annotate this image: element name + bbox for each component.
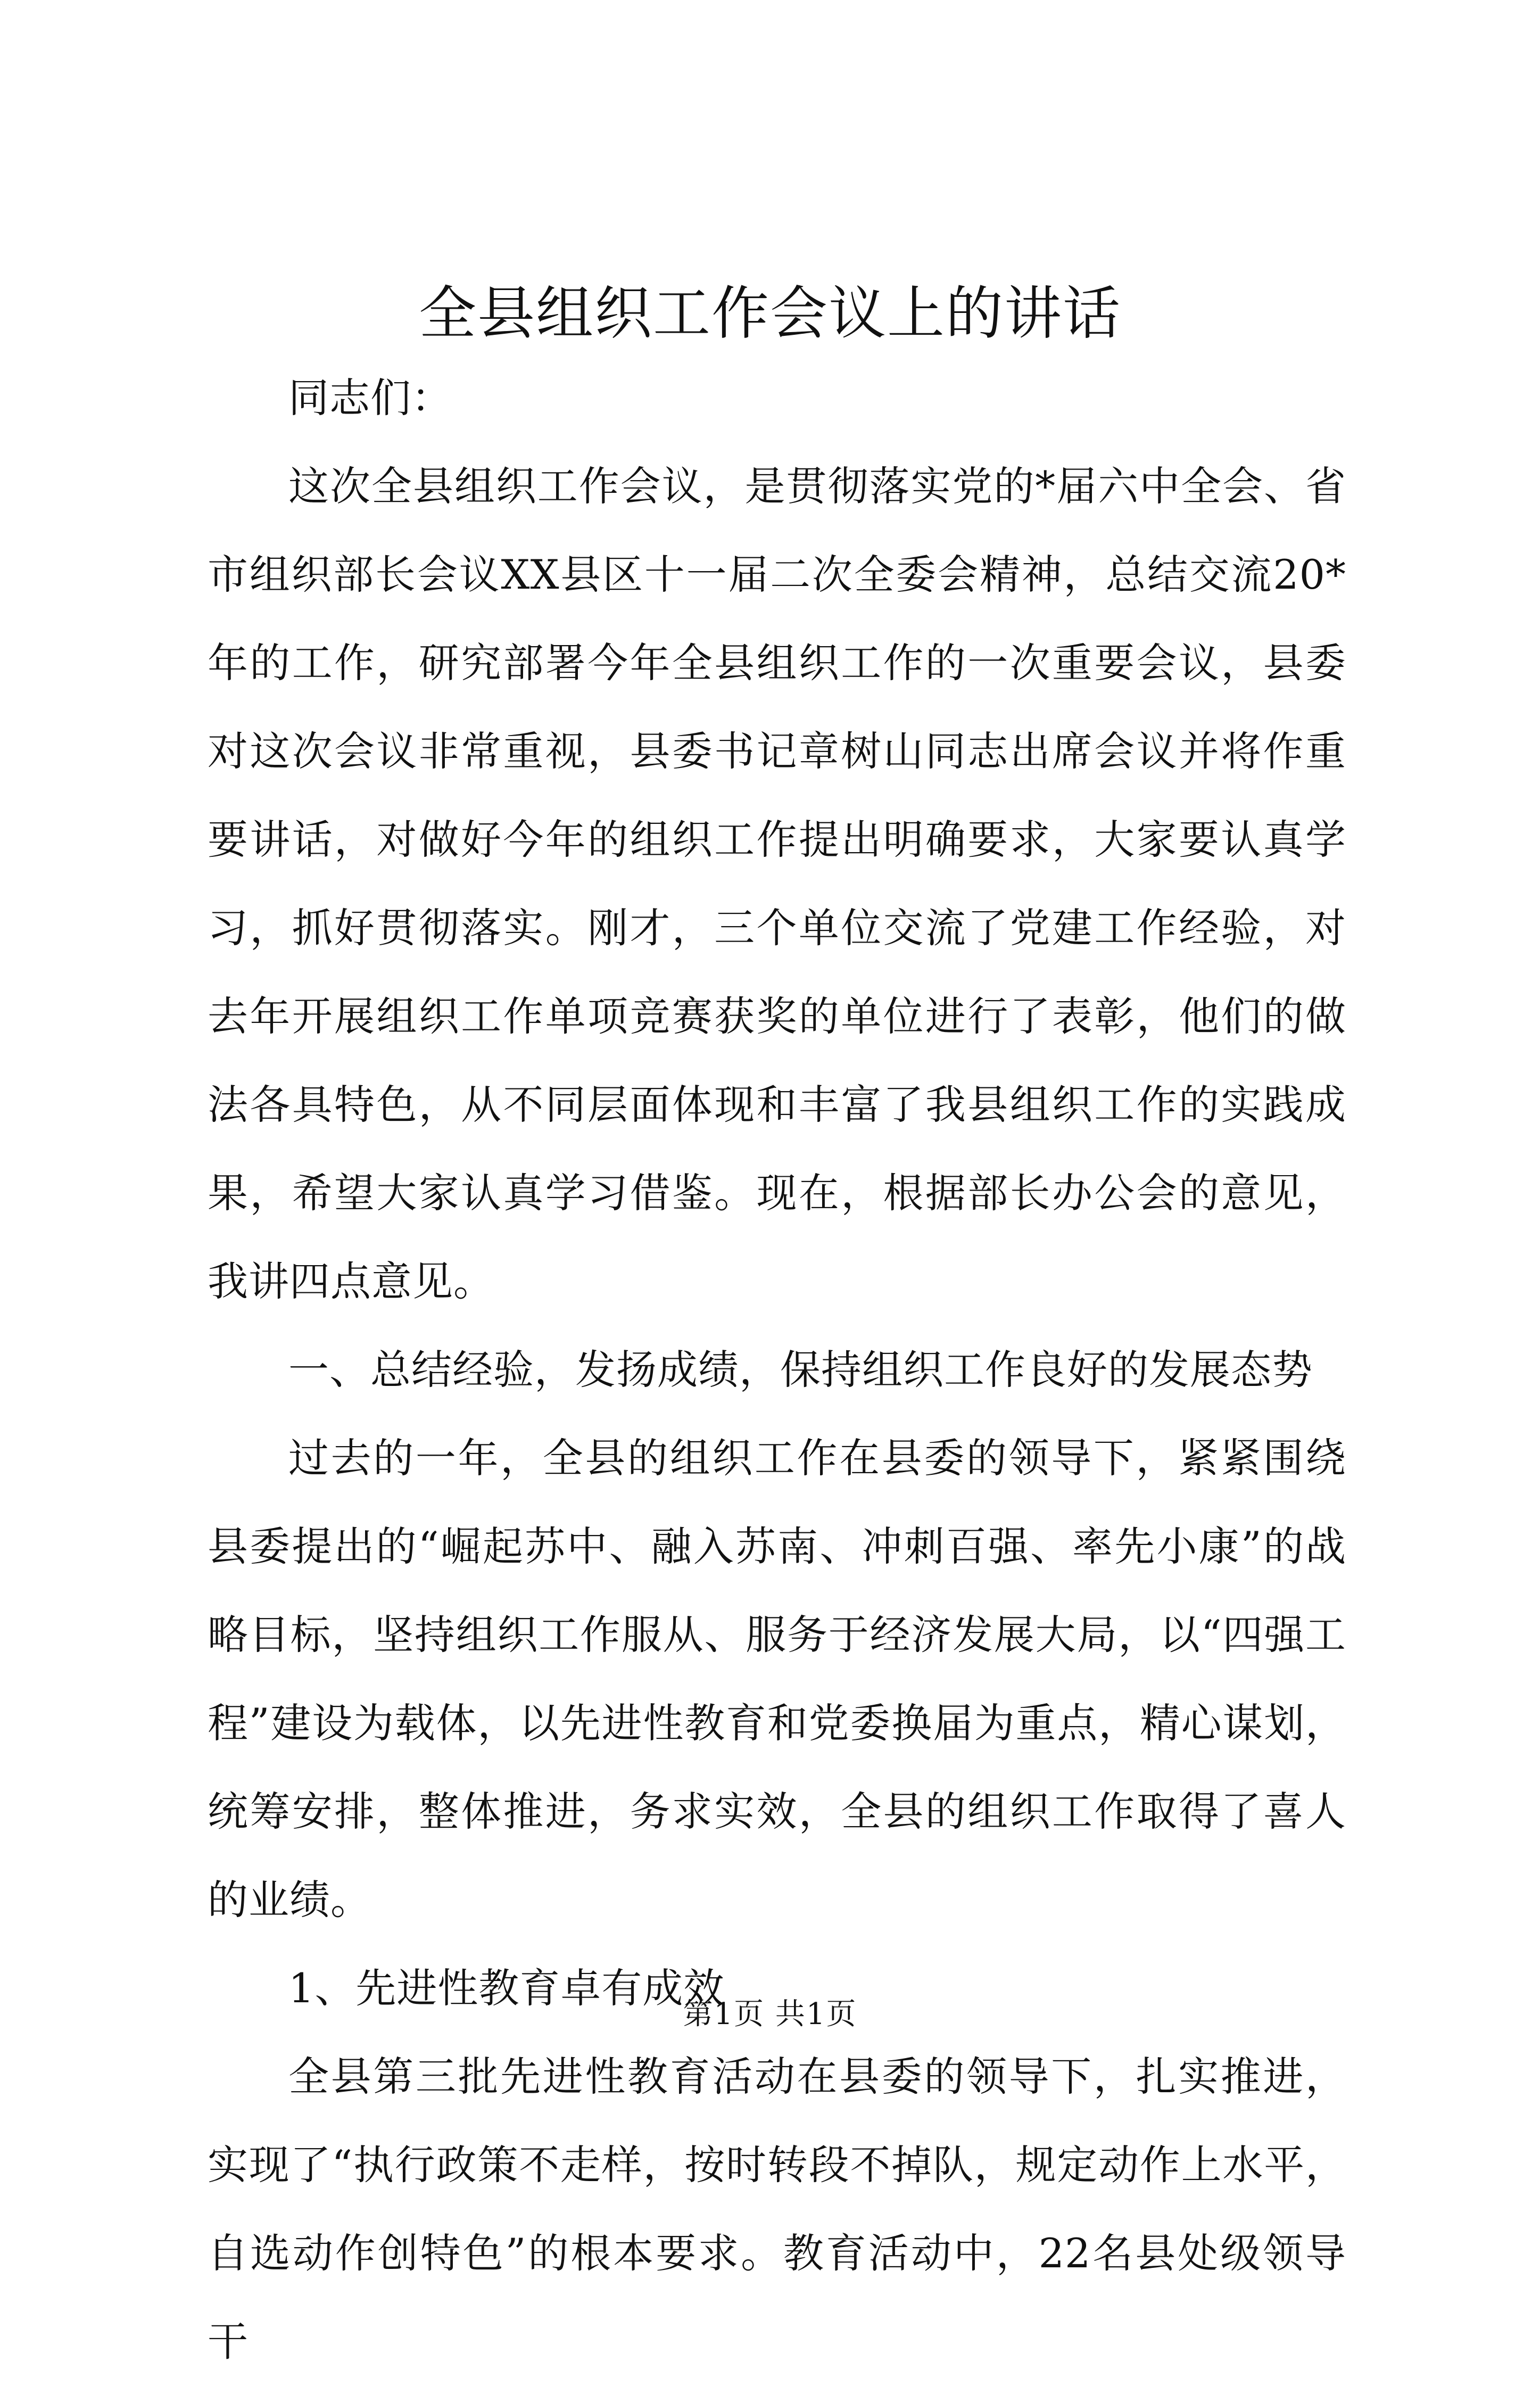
body-paragraph: 过去的一年，全县的组织工作在县委的领导下，紧紧围绕县委提出的“崛起苏中、融入苏南、冲刺百强、率先小康”的战略目标，坚持组织工作服从、服务于经济发展大局，以“四强工程”建设为载体，以先进性教育和党委换届为重点，精心谋划，统筹安排，整体推进，务求实效，全县的组织工作取得了喜人的业绩。 [208,1434,1346,1923]
body-paragraph: 全县第三批先进性教育活动在县委的领导下，扎实推进，实现了“执行政策不走样，按时转段不掉队，规定动作上水平，自选动作创特色”的根本要求。教育活动中，22名县处级领导干 [208,2053,1346,2365]
salutation-paragraph: 同志们： [288,374,452,422]
body-paragraph: 这次全县组织工作会议，是贯彻落实党的*届六中全会、省市组织部长会议XX县区十一届二次全委会精神，总结交流20*年的工作，研究部署今年全县组织工作的一次重要会议，县委对这次会议非常重视，县委书记章树山同志出席会议并将作重要讲话，对做好今年的组织工作提出明确要求，大家要认真学习，抓好贯彻落实。刚才，三个单位交流了党建工作经验，对去年开展组织工作单项竞赛获奖的单位进行了表彰，他们的做法各具特色，从不同层面体现和丰富了我县组织工作的实践成果，希望大家认真学习借鉴。现在，根据部长办公会的意见，我讲四点意见。 [208,463,1346,1305]
section-heading: 一、总结经验，发扬成绩，保持组织工作良好的发展态势 [288,1346,1313,1393]
subsection-heading: 1、先进性教育卓有成效 [288,1964,725,2012]
page-footer: 第1页 共1页 [683,1997,857,2032]
document-body [208,354,1346,2386]
document-title: 全县组织工作会议上的讲话 [418,280,1121,347]
